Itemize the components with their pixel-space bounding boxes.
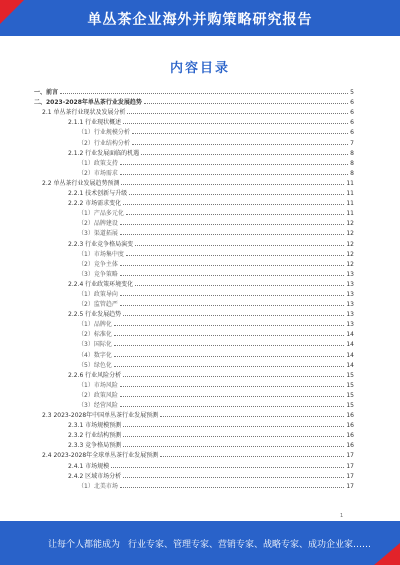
toc-dot-leader [135, 245, 344, 246]
toc-dot-leader [126, 214, 345, 215]
toc-dot-leader [132, 133, 348, 134]
toc-entry-label: （2）监管趋严 [78, 301, 118, 309]
toc-entry[interactable] [34, 96, 354, 106]
toc-dot-leader [135, 285, 344, 286]
toc-entry-label: 2.3.1 市场规模预测 [68, 422, 122, 430]
toc-entry[interactable] [34, 379, 354, 389]
toc-entry-page: 17 [346, 452, 354, 460]
toc-entry-label: （2）竞争主体 [78, 260, 118, 268]
toc-dot-leader [123, 204, 344, 205]
toc-entry-label: 2.2.3 行业竞争格局演变 [68, 240, 134, 248]
toc-entry-label: （4）数字化 [78, 351, 112, 359]
toc-entry[interactable] [34, 288, 354, 298]
toc-entry[interactable] [34, 207, 354, 217]
toc-entry-page: 15 [346, 381, 354, 389]
toc-dot-leader [114, 356, 345, 357]
toc-entry-page: 12 [346, 220, 354, 228]
toc-entry[interactable] [34, 419, 354, 429]
toc-entry-page: 8 [350, 149, 354, 157]
toc-dot-leader [132, 144, 348, 145]
toc-dot-leader [120, 386, 345, 387]
toc-entry[interactable] [34, 318, 354, 328]
toc-entry[interactable] [34, 439, 354, 449]
toc-entry-label: 2.2.5 行业发展趋势 [68, 311, 122, 319]
toc-entry-page: 11 [346, 190, 354, 198]
toc-entry[interactable] [34, 338, 354, 348]
toc-dot-leader [141, 154, 348, 155]
toc-entry-page: 14 [346, 351, 354, 359]
toc-entry-label: 2.3 2023-2028年中国单丛茶行业发展预测 [42, 412, 159, 420]
toc-dot-leader [120, 234, 345, 235]
toc-dot-leader [120, 224, 345, 225]
toc-entry-label: 2.4.2 区域市场分析 [68, 472, 122, 480]
toc-entry-label: （1）行业规模分析 [78, 129, 130, 137]
toc-entry-page: 6 [350, 129, 354, 137]
toc-entry[interactable] [34, 308, 354, 318]
toc-dot-leader [160, 456, 344, 457]
toc-entry[interactable] [34, 278, 354, 288]
toc-entry-page: 13 [346, 290, 354, 298]
footer-slogan-lead: 让每个人都能成为 [48, 540, 121, 550]
toc-entry-page: 11 [346, 200, 354, 208]
toc-heading: 内容目录 [169, 61, 230, 76]
page-number: 1 [340, 513, 344, 519]
toc-entry[interactable] [34, 459, 354, 469]
toc-entry[interactable] [34, 177, 354, 187]
toc-entry[interactable] [34, 298, 354, 308]
page-footer [0, 521, 400, 565]
toc-dot-leader [123, 426, 344, 427]
toc-entry-page: 17 [346, 482, 354, 490]
toc-entry[interactable] [34, 470, 354, 480]
toc-entry-label: （2）行业结构分析 [78, 139, 130, 147]
toc-dot-leader [160, 416, 344, 417]
toc-entry-label: （1）市场集中度 [78, 250, 124, 258]
toc-entry-label: 2.2.4 行业政策环境变化 [68, 280, 134, 288]
toc-entry-page: 13 [346, 280, 354, 288]
footer-corner-accent [374, 543, 400, 565]
toc-dot-leader [114, 366, 345, 367]
toc-entry-page: 14 [346, 341, 354, 349]
toc-entry-label: （1）政策支持 [78, 159, 118, 167]
toc-dot-leader [60, 93, 348, 94]
toc-entry-label: （1）政策导向 [78, 290, 118, 298]
toc-entry[interactable] [34, 237, 354, 247]
toc-entry[interactable] [34, 126, 354, 136]
toc-dot-leader [120, 305, 345, 306]
toc-entry-page: 7 [350, 139, 354, 147]
toc-entry-label: （1）产品多元化 [78, 210, 124, 218]
toc-entry-label: 2.4 2023-2028年全球单丛茶行业发展预测 [42, 452, 159, 460]
toc-entry-page: 13 [346, 270, 354, 278]
toc-entry-page: 5 [350, 89, 354, 97]
toc-dot-leader [120, 295, 345, 296]
toc-entry-label: 2.4.1 市场规模 [68, 462, 110, 470]
toc-dot-leader [120, 265, 345, 266]
toc-entry-page: 13 [346, 321, 354, 329]
footer-slogan-roles: 行业专家、管理专家、营销专家、战略专家、成功企业家…… [128, 540, 372, 550]
toc-entry[interactable] [34, 187, 354, 197]
toc-dot-leader [123, 477, 344, 478]
toc-entry-page: 14 [346, 331, 354, 339]
toc-entry-label: 2.1.1 行业现状概述 [68, 119, 122, 127]
toc-entry-label: （2）品牌建设 [78, 220, 118, 228]
toc-entry-label: （2）政策风险 [78, 391, 118, 399]
page-header [0, 0, 400, 36]
toc-dot-leader [120, 164, 348, 165]
toc-entry[interactable] [34, 106, 354, 116]
toc-dot-leader [127, 113, 348, 114]
toc-dot-leader [123, 446, 344, 447]
toc-entry-page: 6 [350, 109, 354, 117]
toc-entry-page: 14 [346, 361, 354, 369]
toc-entry-label: 2.1.2 行业发展面临的机遇 [68, 149, 140, 157]
toc-entry[interactable] [34, 389, 354, 399]
toc-entry[interactable] [34, 157, 354, 167]
toc-entry-label: 二、2023-2028年单丛茶行业发展趋势 [34, 99, 142, 107]
toc-entry[interactable] [34, 399, 354, 409]
toc-entry-page: 12 [346, 230, 354, 238]
toc-entry-page: 6 [350, 99, 354, 107]
toc-entry-label: 2.1 单丛茶行业现状及发展分析 [42, 109, 126, 117]
toc-entry-label: （1）北美市场 [78, 482, 118, 490]
toc-entry[interactable] [34, 147, 354, 157]
toc-entry[interactable] [34, 217, 354, 227]
toc-entry-label: （1）市场风险 [78, 381, 118, 389]
toc-entry[interactable] [34, 409, 354, 419]
toc-entry[interactable] [34, 268, 354, 278]
toc-entry-label: 2.3.3 竞争格局预测 [68, 442, 122, 450]
toc-dot-leader [120, 396, 345, 397]
toc-entry-label: （3）国际化 [78, 341, 112, 349]
toc-entry-label: 2.3.2 行业结构预测 [68, 432, 122, 440]
toc-dot-leader [114, 325, 345, 326]
report-title: 单丛茶企业海外并购策略研究报告 [87, 12, 313, 28]
toc-entry-page: 11 [346, 179, 354, 187]
toc-entry[interactable] [34, 116, 354, 126]
toc-entry-label: （1）品牌化 [78, 321, 112, 329]
toc-entry[interactable] [34, 359, 354, 369]
toc-dot-leader [123, 376, 344, 377]
toc-dot-leader [120, 174, 348, 175]
toc-dot-leader [123, 123, 348, 124]
toc-entry-label: 一、前言 [34, 89, 59, 97]
toc-entry-page: 16 [346, 412, 354, 420]
toc-dot-leader [123, 436, 344, 437]
toc-entry-page: 8 [350, 169, 354, 177]
toc-entry-page: 6 [350, 119, 354, 127]
toc-entry[interactable] [34, 328, 354, 338]
toc-entry[interactable] [34, 429, 354, 439]
toc-entry-label: 2.2 单丛茶行业发展趋势预测 [42, 179, 120, 187]
toc-dot-leader [126, 255, 345, 256]
toc-entry[interactable] [34, 348, 354, 358]
toc-entry-label: 2.2.2 市场需求变化 [68, 200, 122, 208]
toc-entry-page: 13 [346, 301, 354, 309]
toc-entry-label: 2.2.6 行业风险分析 [68, 371, 122, 379]
toc-entry-page: 8 [350, 159, 354, 167]
toc-entry[interactable] [34, 227, 354, 237]
toc-entry-label: 2.2.1 技术创新与升级 [68, 190, 128, 198]
toc-dot-leader [121, 184, 344, 185]
toc-entry-page: 17 [346, 472, 354, 480]
toc-entry-label: （2）标准化 [78, 331, 112, 339]
toc-entry-label: （3）竞争策略 [78, 270, 118, 278]
toc-entry[interactable] [34, 197, 354, 207]
toc-entry-page: 13 [346, 311, 354, 319]
toc-entry-page: 15 [346, 402, 354, 409]
toc-entry-page: 16 [346, 442, 354, 450]
toc-entry-page: 12 [346, 240, 354, 248]
toc-dot-leader [120, 406, 345, 407]
toc-dot-leader [120, 275, 345, 276]
toc-dot-leader [120, 487, 345, 488]
toc-entry[interactable] [34, 136, 354, 146]
toc-entry-page: 16 [346, 422, 354, 430]
toc-dot-leader [114, 335, 345, 336]
toc-entry-page: 15 [346, 371, 354, 379]
toc-dot-leader [144, 103, 348, 104]
toc-entry-label: （5）绿色化 [78, 361, 112, 369]
toc-entry-label: （3）经营风险 [78, 402, 118, 409]
toc-entry[interactable] [34, 480, 354, 490]
toc-entry-label: （3）渠道拓展 [78, 230, 118, 238]
toc-entry[interactable] [34, 258, 354, 268]
toc-entry-page: 15 [346, 391, 354, 399]
toc-entry[interactable] [34, 449, 354, 459]
toc-entry-page: 12 [346, 250, 354, 258]
footer-slogan [48, 537, 371, 550]
toc-entry-page: 12 [346, 260, 354, 268]
toc-entry-page: 11 [346, 210, 354, 218]
toc-entry-page: 17 [346, 462, 354, 470]
toc-entry[interactable] [34, 167, 354, 177]
toc-dot-leader [123, 315, 344, 316]
toc-entry[interactable] [34, 248, 354, 258]
toc-entry-label: （2）市场需求 [78, 169, 118, 177]
toc-entry[interactable] [34, 86, 354, 96]
toc-entry[interactable] [34, 369, 354, 379]
toc-dot-leader [129, 194, 344, 195]
toc-dot-leader [114, 345, 345, 346]
toc-dot-leader [111, 467, 344, 468]
toc-entry-page: 16 [346, 432, 354, 440]
table-of-contents [34, 86, 354, 490]
